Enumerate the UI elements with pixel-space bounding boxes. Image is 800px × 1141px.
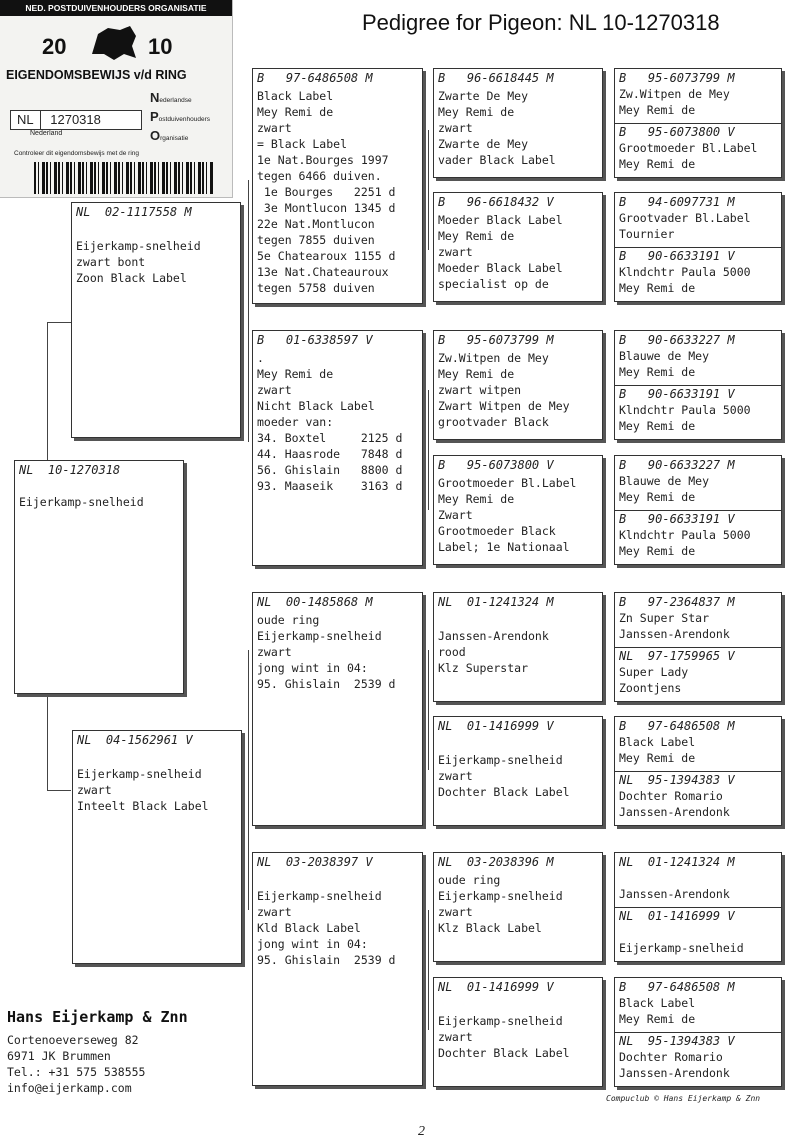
pedigree-box-ddd <box>433 977 603 1087</box>
ring-header: B 95-6073799 M <box>619 71 735 85</box>
line: Zwart <box>438 508 473 522</box>
line: Zwarte De Mey <box>438 89 529 103</box>
line: 3e Montlucon 1345 d <box>257 201 396 215</box>
ring-country: NL <box>11 111 41 129</box>
pigeon-details <box>615 664 781 696</box>
pedigree-box-sdd <box>433 455 603 565</box>
pigeon-details <box>434 210 602 292</box>
line: zwart <box>438 769 473 783</box>
line: Eijerkamp-snelheid <box>619 941 744 955</box>
pigeon-details <box>434 473 602 555</box>
line: Blauwe de Mey <box>619 474 710 488</box>
ring-header: B 97-6486508 M <box>257 71 373 85</box>
line: Zw.Witpen de Mey <box>438 351 549 365</box>
ring-number-field <box>10 110 142 130</box>
line: Dochter Black Label <box>438 785 570 799</box>
connector-line <box>47 322 71 323</box>
pigeon-details <box>72 220 240 286</box>
pigeon-details <box>615 995 781 1027</box>
org-p: P <box>150 109 159 124</box>
line: Grootvader Bl.Label <box>619 211 751 225</box>
line: oude ring <box>257 613 320 627</box>
line: 1e Bourges 2251 d <box>257 185 396 199</box>
line: Kld Black Label <box>257 921 361 935</box>
line: zwart <box>438 905 473 919</box>
ring-header: NL 95-1394383 V <box>619 1034 735 1048</box>
ring-header: B 95-6073799 M <box>438 333 554 347</box>
pedigree-box-g5-5 <box>614 592 782 702</box>
line <box>257 872 422 888</box>
check-note: Controleer dit eigendomsbewijs met de ring <box>14 150 140 157</box>
organisation-initials <box>150 90 210 147</box>
pigeon-details <box>615 140 781 172</box>
connector-line <box>248 180 249 442</box>
year-right: 10 <box>148 34 173 59</box>
line: Klz Black Label <box>438 921 542 935</box>
line: . <box>257 351 264 365</box>
line: Grootmoeder Black <box>438 524 556 538</box>
line: Mey Remi de <box>619 157 696 171</box>
footer-credit: Compuclub © Hans Eijerkamp & Znn <box>606 1094 761 1103</box>
pigeon-details <box>615 86 781 118</box>
pigeon-details <box>73 748 241 814</box>
ring-header: NL 00-1485868 M <box>257 595 373 609</box>
line: zwart <box>77 783 112 797</box>
connector-line <box>428 650 429 770</box>
line: Blauwe de Mey <box>619 349 710 363</box>
ring-header: B 96-6618432 V <box>438 195 554 209</box>
ring-header: B 97-6486508 M <box>619 980 735 994</box>
org-n-text: ederlandse <box>159 97 192 104</box>
line: Tournier <box>619 227 675 241</box>
line: Zn Super Star <box>619 611 710 625</box>
line: Mey Remi de <box>438 367 515 381</box>
ring-header: B 96-6618445 M <box>438 71 554 85</box>
pedigree-box-g5-8 <box>614 977 782 1087</box>
line: Eijerkamp-snelheid <box>257 629 382 643</box>
ring-header: B 95-6073800 V <box>438 458 554 472</box>
ring-header: B 97-2364837 M <box>619 595 735 609</box>
ring-header: NL 03-2038396 M <box>438 855 554 869</box>
line: Mey Remi de <box>438 105 515 119</box>
line: 5e Chatearoux 1155 d <box>257 249 396 263</box>
line: Mey Remi de <box>438 229 515 243</box>
line: Nicht Black Label <box>257 399 375 413</box>
line: Black Label <box>619 996 696 1010</box>
line: Eijerkamp-snelheid <box>77 767 202 781</box>
ring-header: B 90-6633227 M <box>619 333 735 347</box>
line <box>438 736 602 752</box>
pedigree-box-g5-1 <box>614 68 782 178</box>
pigeon-details <box>253 610 422 692</box>
line: Mey Remi de <box>619 419 696 433</box>
ring-header: B 90-6633191 V <box>619 249 735 263</box>
line: Eijerkamp-snelheid <box>438 753 563 767</box>
ring-header: B 01-6338597 V <box>257 333 373 347</box>
ring-header: B 97-6486508 M <box>619 719 735 733</box>
line: 93. Maaseik 3163 d <box>257 479 403 493</box>
line: Eijerkamp-snelheid <box>76 239 201 253</box>
line: specialist op de <box>438 277 549 291</box>
line: 95. Ghislain 2539 d <box>257 677 396 691</box>
line: zwart bont <box>76 255 146 269</box>
ring-ownership-card <box>0 0 233 198</box>
line: Mey Remi de <box>619 751 696 765</box>
org-o: O <box>150 128 161 143</box>
connector-line <box>428 390 429 510</box>
line: Janssen-Arendonk <box>438 629 549 643</box>
line: zwart <box>257 645 292 659</box>
org-n: N <box>150 90 160 105</box>
line: Mey Remi de <box>257 105 334 119</box>
breeder-email: info@eijerkamp.com <box>7 1081 132 1095</box>
pigeon-details <box>253 86 422 296</box>
pedigree-box-g5-4 <box>614 455 782 565</box>
pedigree-box-dam-dam <box>252 852 423 1086</box>
connector-line <box>428 910 429 1030</box>
ring-header: NL 01-1416999 V <box>438 980 554 994</box>
line: Eijerkamp-snelheid <box>438 889 563 903</box>
line: Super Lady <box>619 665 689 679</box>
ring-header: NL 95-1394383 V <box>619 773 735 787</box>
line: Eijerkamp-snelheid <box>257 889 382 903</box>
ring-header: B 95-6073800 V <box>619 125 735 139</box>
line <box>77 750 241 766</box>
connector-line <box>428 130 429 250</box>
line: zwart <box>438 245 473 259</box>
ring-year <box>36 30 186 62</box>
pedigree-box-sire-sire <box>252 68 423 304</box>
line: tegen 5758 duiven <box>257 281 375 295</box>
lion-logo-icon <box>86 24 142 64</box>
ownership-label: EIGENDOMSBEWIJS v/d RING <box>6 68 187 82</box>
line: 95. Ghislain 2539 d <box>257 953 396 967</box>
ring-header: NL 01-1416999 V <box>619 909 735 923</box>
line: Mey Remi de <box>619 281 696 295</box>
organisation-banner: NED. POSTDUIVENHOUDERS ORGANISATIE <box>0 0 232 16</box>
pigeon-details <box>253 870 422 968</box>
pigeon-details <box>615 402 781 434</box>
line: Mey Remi de <box>619 1012 696 1026</box>
org-o-text: rganisatie <box>160 135 189 142</box>
ring-header: B 90-6633191 V <box>619 387 735 401</box>
line: Zoontjens <box>619 681 682 695</box>
pedigree-box-dam-sire <box>252 592 423 826</box>
line: Inteelt Black Label <box>77 799 209 813</box>
line: Mey Remi de <box>619 365 696 379</box>
pigeon-details: Eijerkamp-snelheid <box>19 495 144 509</box>
line <box>438 997 602 1013</box>
pedigree-box-dsd <box>433 716 603 826</box>
line: Mey Remi de <box>619 103 696 117</box>
pigeon-details <box>434 610 602 676</box>
line: Zwarte de Mey <box>438 137 529 151</box>
line: Janssen-Arendonk <box>619 805 730 819</box>
line: rood <box>438 645 466 659</box>
pedigree-box-ssd <box>433 192 603 302</box>
line: Label; 1e Nationaal <box>438 540 570 554</box>
pigeon-details <box>615 264 781 296</box>
line: Dochter Romario <box>619 1050 723 1064</box>
line: Mey Remi de <box>619 490 696 504</box>
line: Dochter Romario <box>619 789 723 803</box>
pedigree-box-g5-2 <box>614 192 782 302</box>
line: zwart <box>257 905 292 919</box>
pigeon-details <box>434 870 602 936</box>
pigeon-details <box>615 473 781 505</box>
ring-header: NL 01-1241324 M <box>619 855 735 869</box>
line <box>619 870 781 886</box>
line: vader Black Label <box>438 153 556 167</box>
pedigree-box-sds <box>433 330 603 440</box>
line: Klz Superstar <box>438 661 529 675</box>
ring-header: B 90-6633227 M <box>619 458 735 472</box>
pedigree-box-dds <box>433 852 603 962</box>
pedigree-box-g5-3 <box>614 330 782 440</box>
line: tegen 7855 duiven <box>257 233 375 247</box>
pigeon-details <box>434 86 602 168</box>
ring-header: B 94-6097731 M <box>619 195 735 209</box>
line: Zw.Witpen de Mey <box>619 87 730 101</box>
line: = Black Label <box>257 137 348 151</box>
pigeon-details <box>434 995 602 1061</box>
line: 13e Nat.Chateauroux <box>257 265 389 279</box>
line <box>619 924 781 940</box>
line: Janssen-Arendonk <box>619 887 730 901</box>
breeder-street: Cortenoeverseweg 82 <box>7 1033 139 1047</box>
line: 56. Ghislain 8800 d <box>257 463 403 477</box>
connector-line <box>47 694 48 790</box>
breeder-city: 6971 JK Brummen <box>7 1049 111 1063</box>
pedigree-box-sire-dam <box>252 330 423 566</box>
line <box>438 612 602 628</box>
pigeon-details <box>615 788 781 820</box>
line: Zoon Black Label <box>76 271 187 285</box>
pigeon-details <box>615 924 781 956</box>
ring-header: NL 97-1759965 V <box>619 649 735 663</box>
line: jong wint in 04: <box>257 661 368 675</box>
pigeon-details <box>615 610 781 642</box>
line: Black Label <box>257 89 334 103</box>
breeder-phone: Tel.: +31 575 538555 <box>7 1065 146 1079</box>
pedigree-box-sire <box>71 202 241 438</box>
line: zwart witpen <box>438 383 522 397</box>
pedigree-box-dss <box>433 592 603 702</box>
pedigree-box-subject <box>14 460 184 694</box>
line: grootvader Black <box>438 415 549 429</box>
line: tegen 6466 duiven. <box>257 169 382 183</box>
ring-header: NL 02-1117558 M <box>76 205 192 219</box>
line: Klndchtr Paula 5000 <box>619 403 751 417</box>
line: Janssen-Arendonk <box>619 627 730 641</box>
line: 34. Boxtel 2125 d <box>257 431 403 445</box>
line: 44. Haasrode 7848 d <box>257 447 403 461</box>
line: Klndchtr Paula 5000 <box>619 528 751 542</box>
line: Mey Remi de <box>619 544 696 558</box>
barcode <box>34 162 214 194</box>
ring-number: 1270318 <box>50 112 101 127</box>
line: Klndchtr Paula 5000 <box>619 265 751 279</box>
line: jong wint in 04: <box>257 937 368 951</box>
pedigree-box-g5-7 <box>614 852 782 962</box>
pigeon-details <box>615 348 781 380</box>
line: oude ring <box>438 873 501 887</box>
line: Janssen-Arendonk <box>619 1066 730 1080</box>
pigeon-details <box>615 870 781 902</box>
line: Zwart Witpen de Mey <box>438 399 570 413</box>
org-p-text: ostduivenhouders <box>158 116 210 123</box>
ring-header: B 90-6633191 V <box>619 512 735 526</box>
pedigree-box-sss <box>433 68 603 178</box>
pigeon-details <box>615 527 781 559</box>
pigeon-details <box>253 348 422 494</box>
year-left: 20 <box>42 34 67 59</box>
line <box>76 222 240 238</box>
ring-header: NL 03-2038397 V <box>257 855 373 869</box>
line: Grootmoeder Bl.Label <box>438 476 577 490</box>
line: zwart <box>438 1030 473 1044</box>
line: zwart <box>438 121 473 135</box>
line: Dochter Black Label <box>438 1046 570 1060</box>
pigeon-details <box>615 1049 781 1081</box>
connector-line <box>47 790 71 791</box>
connector-line <box>47 322 48 462</box>
pigeon-details <box>434 734 602 800</box>
ring-header: NL 10-1270318 <box>19 463 121 477</box>
nationality-label: Nederland <box>30 130 63 137</box>
ring-header: NL 04-1562961 V <box>77 733 193 747</box>
ring-header: NL 01-1416999 V <box>438 719 554 733</box>
page-number: 2 <box>418 1124 425 1139</box>
breeder-name: Hans Eijerkamp & Znn <box>7 1008 188 1026</box>
pigeon-details <box>615 734 781 766</box>
line: 1e Nat.Bourges 1997 <box>257 153 389 167</box>
connector-line <box>248 650 249 910</box>
line: Mey Remi de <box>257 367 334 381</box>
line: zwart <box>257 383 292 397</box>
page-title: Pedigree for Pigeon: NL 10-1270318 <box>362 10 720 35</box>
line: Moeder Black Label <box>438 213 563 227</box>
ring-header: NL 01-1241324 M <box>438 595 554 609</box>
line: Black Label <box>619 735 696 749</box>
pigeon-details <box>434 348 602 430</box>
pigeon-details <box>615 210 781 242</box>
line: Mey Remi de <box>438 492 515 506</box>
line: moeder van: <box>257 415 334 429</box>
line: Eijerkamp-snelheid <box>438 1014 563 1028</box>
pedigree-box-dam <box>72 730 242 964</box>
breeder-info <box>7 1008 188 1096</box>
line: Moeder Black Label <box>438 261 563 275</box>
line: 22e Nat.Montlucon <box>257 217 375 231</box>
line: Grootmoeder Bl.Label <box>619 141 758 155</box>
pedigree-box-g5-6 <box>614 716 782 826</box>
line: zwart <box>257 121 292 135</box>
